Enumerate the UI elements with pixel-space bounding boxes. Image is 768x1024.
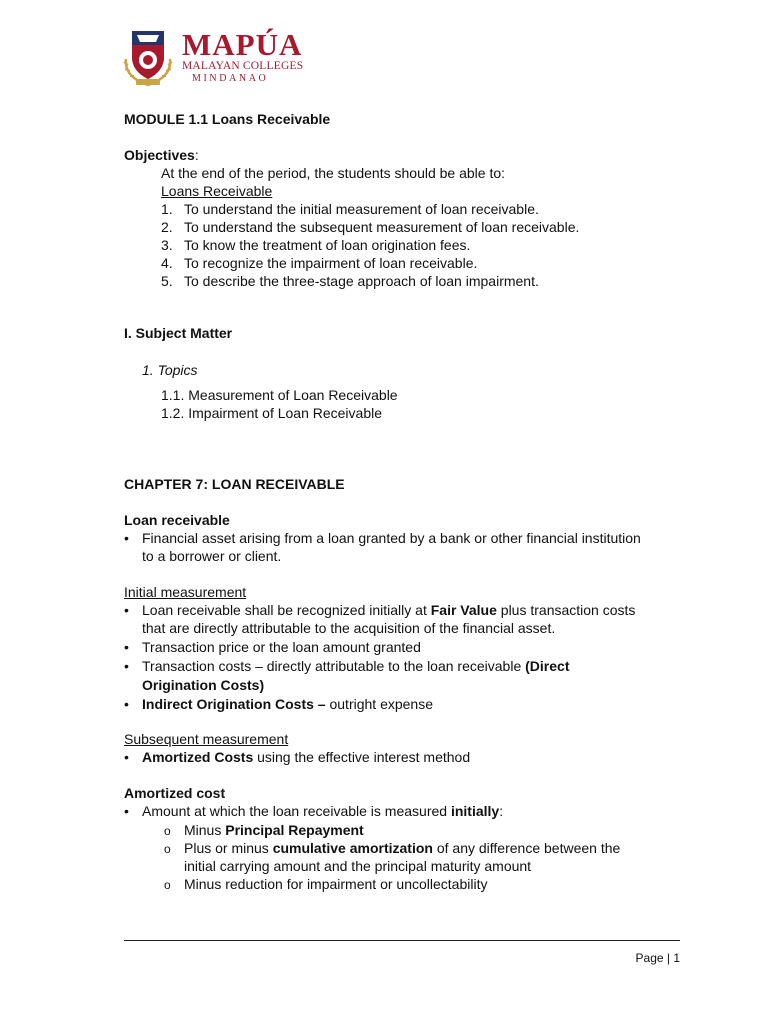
sub-bullet-icon: o: [164, 824, 171, 838]
objectives-heading: Objectives:: [124, 147, 199, 163]
bullet-icon: •: [124, 803, 129, 819]
initial-measurement-heading: Initial measurement: [124, 584, 247, 600]
topics-label: 1. Topics: [142, 362, 198, 378]
sub-bullet-icon: o: [164, 842, 171, 856]
objective-number: 4.: [161, 255, 173, 271]
objective-text: To recognize the impairment of loan receivable.: [184, 255, 478, 271]
brand-subtitle: MALAYAN COLLEGES: [182, 60, 304, 72]
chapter-title: CHAPTER 7: LOAN RECEIVABLE: [124, 476, 345, 492]
mapua-logo: [118, 27, 418, 87]
amortized-sub-1: Minus Principal Repayment: [184, 822, 364, 838]
objective-number: 1.: [161, 201, 173, 217]
initial-bullet-3-cont: Origination Costs): [142, 677, 265, 693]
objective-number: 2.: [161, 219, 173, 235]
initial-bullet-1-cont: that are directly attributable to the acquisition of the financial asset.: [142, 620, 556, 636]
objective-number: 3.: [161, 237, 173, 253]
definition-line: to a borrower or client.: [142, 548, 282, 564]
sub-bullet-icon: o: [164, 878, 171, 892]
initial-bullet-3: Transaction costs – directly attributable to the loan receivable (Direct: [142, 658, 570, 674]
subsequent-bullet-1: Amortized Costs using the effective interest method: [142, 749, 471, 765]
objectives-subheading: Loans Receivable: [161, 183, 273, 199]
amortized-cost-heading: Amortized cost: [124, 785, 226, 801]
subsequent-measurement-heading: Subsequent measurement: [124, 731, 289, 747]
definition-line: Financial asset arising from a loan granted by a bank or other financial institution: [142, 530, 641, 546]
objective-text: To understand the initial measurement of loan receivable.: [184, 201, 539, 217]
initial-bullet-2: Transaction price or the loan amount granted: [142, 639, 421, 655]
loan-receivable-heading: Loan receivable: [124, 512, 230, 528]
bullet-icon: •: [124, 658, 129, 674]
bullet-icon: •: [124, 530, 129, 546]
bullet-icon: •: [124, 639, 129, 655]
objective-text: To describe the three-stage approach of loan impairment.: [184, 273, 539, 289]
initial-bullet-4: Indirect Origination Costs – outright expense: [142, 696, 433, 712]
objective-text: To know the treatment of loan origination fees.: [184, 237, 471, 253]
topic-item: 1.1. Measurement of Loan Receivable: [161, 387, 398, 403]
amortized-sub-2-cont: initial carrying amount and the principal maturity amount: [184, 858, 532, 874]
objective-text: To understand the subsequent measurement of loan receivable.: [184, 219, 580, 235]
crest-icon: [118, 27, 178, 87]
amortized-sub-2: Plus or minus cumulative amortization of any difference between the: [184, 840, 621, 856]
brand-name: MAPÚA: [182, 27, 303, 62]
bullet-icon: •: [124, 749, 129, 765]
amortized-bullet-1: Amount at which the loan receivable is measured initially:: [142, 803, 504, 819]
bullet-icon: •: [124, 602, 129, 618]
objective-number: 5.: [161, 273, 173, 289]
page-number: Page | 1: [635, 951, 680, 965]
subject-matter-heading: I. Subject Matter: [124, 325, 233, 341]
footer-divider: [124, 940, 680, 941]
initial-bullet-1: Loan receivable shall be recognized initially at Fair Value plus transaction costs: [142, 602, 636, 618]
module-title: MODULE 1.1 Loans Receivable: [124, 111, 331, 127]
objectives-intro: At the end of the period, the students should be able to:: [161, 165, 506, 181]
amortized-sub-3: Minus reduction for impairment or uncollectability: [184, 876, 488, 892]
bullet-icon: •: [124, 696, 129, 712]
brand-campus: MINDANAO: [192, 73, 269, 84]
topic-item: 1.2. Impairment of Loan Receivable: [161, 405, 383, 421]
